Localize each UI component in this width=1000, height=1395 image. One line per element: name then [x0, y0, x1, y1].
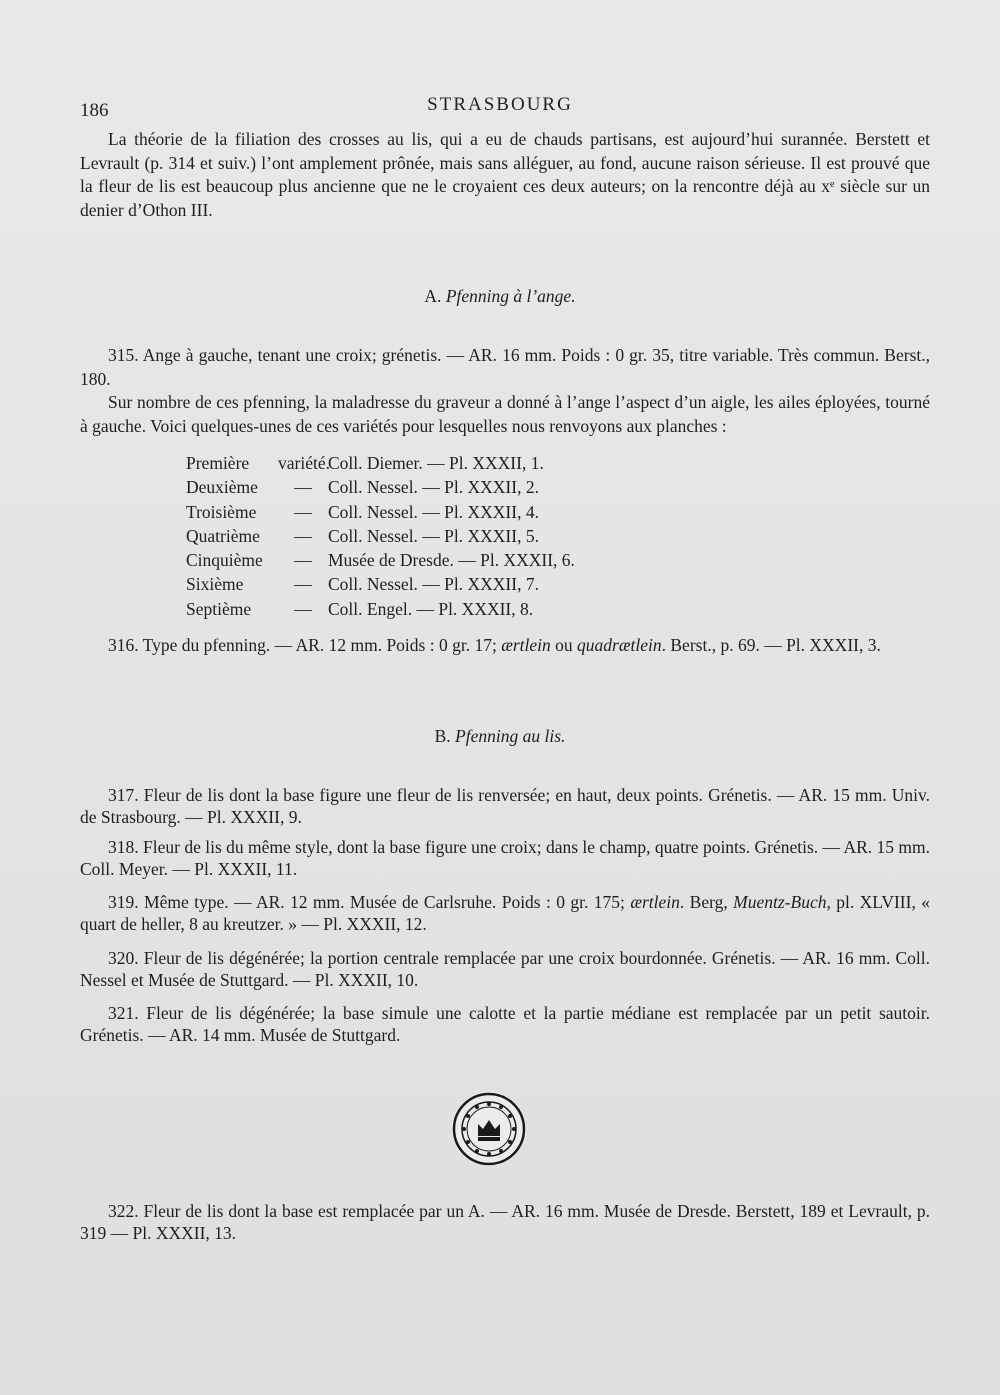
varieties-list	[186, 451, 575, 621]
entry-317	[80, 784, 930, 828]
variety-reference: Coll. Nessel. — Pl. XXXII, 7.	[328, 574, 539, 595]
entry-315-note: Sur nombre de ces pfenning, la maladresse du graveur a donné à l’ange l’aspect d’un aigle, les ailes éployées, tourné à gauche. Voici quelques-unes de ces variétés pour lesquelles nous renvoyons aux planches :	[80, 392, 930, 436]
variety-row	[186, 451, 575, 475]
entry-319-text	[80, 891, 930, 935]
entry-319-part1: 319. Même type. — AR. 12 mm. Musée de Carlsruhe. Poids : 0 gr. 175;	[108, 892, 631, 912]
entry-320	[80, 947, 930, 991]
entry-316-text	[80, 634, 930, 658]
entry-315	[80, 344, 930, 438]
variety-separator: —	[294, 477, 312, 498]
intro-paragraph	[80, 128, 930, 222]
entry-316-part1: 316. Type du pfenning. — AR. 12 mm. Poids : 0 gr. 17;	[108, 635, 502, 655]
page-number: 186	[80, 100, 109, 121]
variety-row	[186, 597, 575, 621]
section-a-heading	[0, 286, 1000, 307]
entry-319	[80, 891, 930, 935]
variety-reference: Coll. Nessel. — Pl. XXXII, 4.	[328, 501, 539, 522]
intro-text: La théorie de la filiation des crosses au lis, qui a eu de chauds partisans, est aujourd’hui surannée. Berstett et Levrault (p. 314 et suiv.) l’ont amplement prônée, mais sans alléguer, au fond, aucune raison sérieuse. Il est prouvé que la fleur de lis est beaucoup plus ancienne que ne le croyaient ces deux auteurs; on la rencontre déjà au xᵉ siècle sur un denier d’Othon III.	[80, 129, 930, 220]
variety-reference: Coll. Diemer. — Pl. XXXII, 1.	[328, 453, 544, 473]
section-b-letter: B.	[434, 726, 451, 746]
section-a-letter: A.	[424, 286, 442, 306]
entry-318-text: 318. Fleur de lis du même style, dont la base figure une croix; dans le champ, quatre points. Grénetis. — AR. 15 mm. Coll. Meyer. — Pl. XXXII, 11.	[80, 837, 930, 879]
variety-row	[186, 524, 575, 548]
section-b-heading	[0, 726, 1000, 747]
variety-row	[186, 548, 575, 572]
entry-321-text: 321. Fleur de lis dégénérée; la base simule une calotte et la partie médiane est remplacée par un petit sautoir. Grénetis. — AR. 14 mm. Musée de Stuttgard.	[80, 1003, 930, 1045]
variety-separator: —	[294, 598, 312, 619]
section-a-title: Pfenning à l’ange.	[445, 286, 576, 306]
variety-row	[186, 500, 575, 524]
entry-319-part2: . Berg,	[679, 892, 734, 912]
entry-322	[80, 1200, 930, 1244]
variety-ordinal: Cinquième	[186, 550, 263, 571]
variety-ordinal: Deuxième	[186, 477, 258, 498]
entry-318	[80, 836, 930, 880]
entry-316-part3: . Berst., p. 69. — Pl. XXXII, 3.	[661, 635, 881, 655]
entry-317-text: 317. Fleur de lis dont la base figure une fleur de lis renversée; en haut, deux points. Grénetis. — AR. 15 mm. Univ. de Strasbourg. — Pl. XXXII, 9.	[80, 785, 930, 827]
entry-316	[80, 634, 930, 658]
variety-separator: variété.	[278, 453, 330, 473]
variety-ordinal: Septième	[186, 598, 252, 619]
variety-reference: Coll. Nessel. — Pl. XXXII, 5.	[328, 525, 539, 546]
variety-ordinal: Sixième	[186, 574, 244, 595]
entry-319-term1: ærtlein	[630, 892, 680, 912]
running-head: STRASBOURG	[427, 94, 573, 115]
coin-illustration	[452, 1092, 526, 1166]
entry-321	[80, 1002, 930, 1046]
entry-320-text: 320. Fleur de lis dégénérée; la portion centrale remplacée par une croix bourdonnée. Grénetis. — AR. 16 mm. Coll. Nessel et Musée de Stuttgard. — Pl. XXXII, 10.	[80, 948, 930, 990]
variety-reference: Coll. Engel. — Pl. XXXII, 8.	[328, 598, 534, 619]
entry-322-text: 322. Fleur de lis dont la base est remplacée par un A. — AR. 16 mm. Musée de Dresde. Berstett, 189 et Levrault, p. 319 — Pl. XXXII, 13.	[80, 1201, 930, 1243]
variety-separator: —	[294, 550, 312, 571]
variety-ordinal: Quatrième	[186, 525, 260, 546]
variety-reference: Musée de Dresde. — Pl. XXXII, 6.	[328, 550, 575, 571]
variety-row	[186, 572, 575, 596]
variety-reference: Coll. Nessel. — Pl. XXXII, 2.	[328, 477, 539, 498]
entry-316-term2: quadrætlein	[577, 635, 662, 655]
coin-icon	[452, 1092, 526, 1166]
entry-315-text: 315. Ange à gauche, tenant une croix; grénetis. — AR. 16 mm. Poids : 0 gr. 35, titre variable. Très commun. Berst., 180.	[80, 345, 930, 389]
entry-316-term1: ærtlein	[501, 635, 551, 655]
entry-319-term2: Muentz-Buch	[733, 892, 827, 912]
variety-ordinal: Première	[186, 453, 250, 473]
section-b-title: Pfenning au lis.	[455, 726, 566, 746]
variety-separator: —	[294, 525, 312, 546]
variety-row	[186, 475, 575, 499]
entry-316-part2: ou	[550, 635, 578, 655]
variety-separator: —	[294, 574, 312, 595]
variety-separator: —	[294, 501, 312, 522]
entry-319-part3: , pl. XLVIII, « quart de heller, 8 au kreutzer. » — Pl. XXXII, 12.	[80, 892, 930, 934]
variety-ordinal: Troisième	[186, 501, 257, 522]
